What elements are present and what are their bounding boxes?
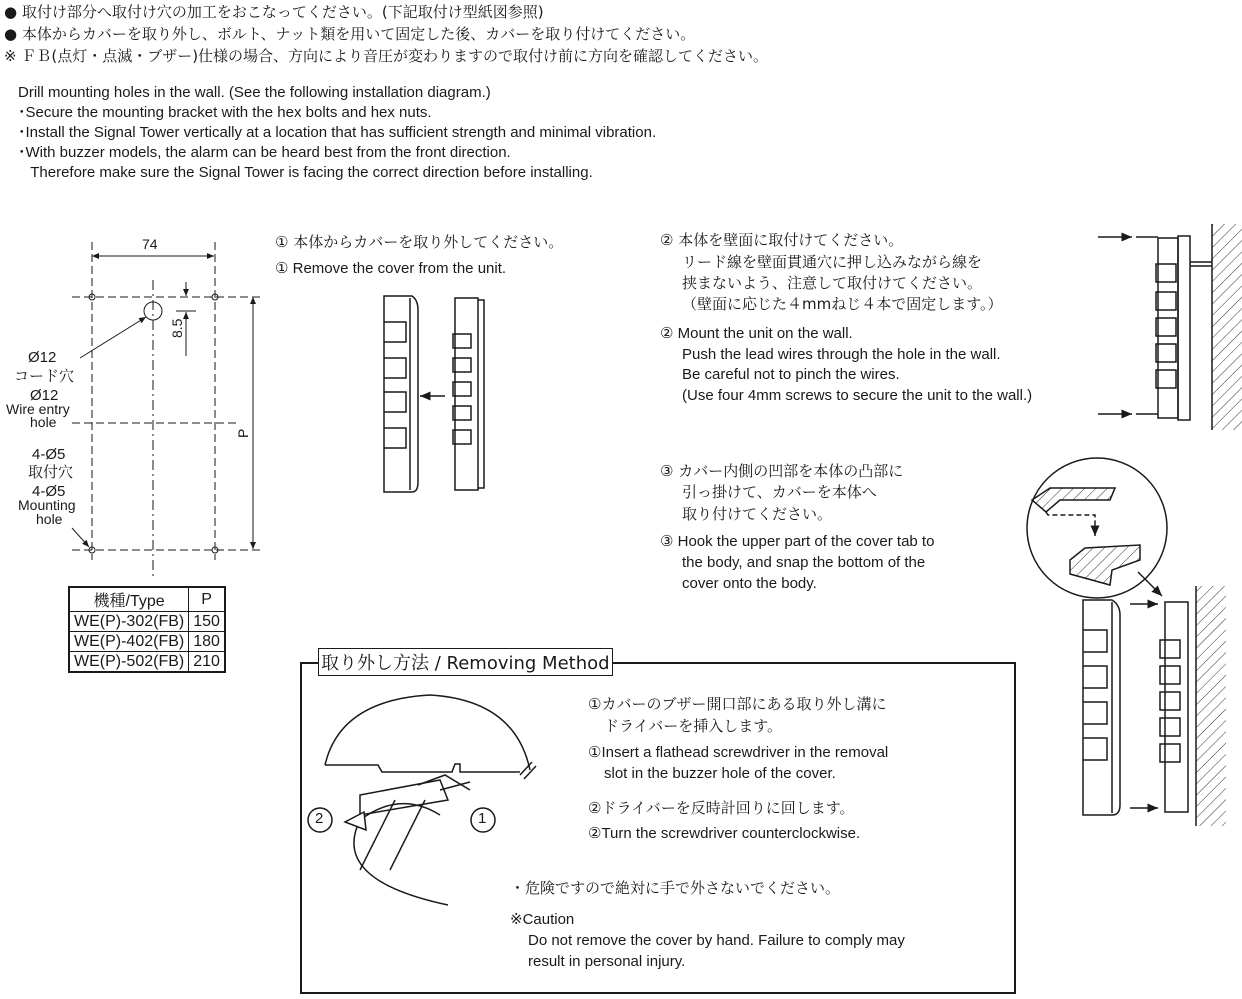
model-spec-table — [68, 586, 226, 673]
height-label: P — [235, 428, 251, 438]
caution-title: ※Caution — [510, 911, 575, 928]
step2-jp-3: 挟まないよう、注意して取付けてください。 — [682, 274, 983, 292]
table-row — [69, 632, 225, 652]
table-cell-type: WE(P)-502(FB) — [69, 652, 189, 673]
header-en-line-5: Therefore make sure the Signal Tower is facing the correct direction before installing. — [18, 164, 593, 181]
wire-hole-en-label-2: hole — [30, 414, 57, 430]
table-row — [69, 652, 225, 673]
step1-en: ① Remove the cover from the unit. — [275, 260, 507, 277]
header-en-line-3: ･Install the Signal Tower vertically at a location that has sufficient strength and minimal vibration. — [18, 124, 657, 141]
table-header-p: P — [189, 587, 225, 612]
removing-step2-en: ②Turn the screwdriver counterclockwise. — [588, 825, 861, 842]
step3-jp-1: ③ カバー内側の凹部を本体の凸部に — [660, 462, 904, 480]
marker-1: 1 — [478, 810, 487, 827]
mount-hole-en-count: 4-Ø5 — [32, 483, 66, 500]
removing-step1-en-2: slot in the buzzer hole of the cover. — [604, 765, 836, 782]
step2-en-2: Push the lead wires through the hole in the wall. — [682, 346, 1001, 363]
mount-hole-en-label: Mounting — [18, 497, 76, 513]
wire-hole-en-label: Wire entry — [6, 401, 70, 417]
wire-hole-jp-dia: Ø12 — [28, 349, 57, 366]
step1-jp: ① 本体からカバーを取り外してください。 — [275, 233, 564, 251]
table-cell-type: WE(P)-402(FB) — [69, 632, 189, 652]
caution-line-1: Do not remove the cover by hand. Failure to comply may — [528, 932, 905, 949]
table-cell-p: 180 — [189, 632, 225, 652]
mounting-template — [72, 242, 262, 580]
removing-step1-en-1: ①Insert a flathead screwdriver in the removal — [588, 744, 889, 761]
header-en-line-2: ･Secure the mounting bracket with the hex bolts and hex nuts. — [18, 104, 432, 121]
table-cell-p: 150 — [189, 612, 225, 632]
removing-step1-jp-2: ドライバーを挿入します。 — [604, 717, 783, 735]
danger-jp: ・危険ですので絶対に手で外さないでください。 — [510, 879, 841, 897]
step2-en-3: Be careful not to pinch the wires. — [682, 366, 900, 383]
removing-method-title: 取り外し方法 / Removing Method — [318, 648, 613, 676]
header-en-line-4: ･With buzzer models, the alarm can be heard best from the front direction. — [18, 144, 511, 161]
offset-label: 8.5 — [169, 318, 185, 338]
mount-hole-jp-label: 取付穴 — [28, 463, 74, 481]
step3-en-1: ③ Hook the upper part of the cover tab to — [660, 533, 935, 550]
header-jp-line-3: ※ ＦＢ(点灯・点滅・ブザー)仕様の場合、方向により音圧が変わりますので取付け前に方向を確認してください。 — [4, 47, 769, 65]
wire-hole-en-dia: Ø12 — [30, 387, 59, 404]
step2-en-1: ② Mount the unit on the wall. — [660, 325, 853, 342]
caution-line-2: result in personal injury. — [528, 953, 686, 970]
step3-jp-3: 取り付けてください。 — [682, 505, 833, 523]
step2-jp-2: リード線を壁面貫通穴に押し込みながら線を — [682, 253, 983, 271]
step2-jp-4: （壁面に応じた４mmねじ４本で固定します。） — [682, 295, 1003, 313]
table-header-type: 機種/Type — [69, 587, 189, 612]
step2-jp-1: ② 本体を壁面に取付けてください。 — [660, 231, 904, 249]
step3-illustration — [1027, 458, 1226, 826]
marker-2: 2 — [315, 810, 324, 827]
mount-hole-jp-count: 4-Ø5 — [32, 446, 66, 463]
removing-step2-jp: ②ドライバーを反時計回りに回します。 — [588, 799, 855, 817]
step3-en-2: the body, and snap the bottom of the — [682, 554, 926, 571]
table-row — [69, 612, 225, 632]
width-label: 74 — [142, 236, 158, 252]
header-jp-line-1: ● 取付け部分へ取付け穴の加工をおこなってください。(下記取付け型紙図参照) — [4, 3, 544, 21]
header-en-line-1: Drill mounting holes in the wall. (See the following installation diagram.) — [18, 84, 491, 101]
step3-en-3: cover onto the body. — [682, 575, 817, 592]
step2-illustration — [1098, 224, 1242, 430]
header-jp-line-2: ● 本体からカバーを取り外し、ボルト、ナット類を用いて固定した後、カバーを取り付けてください。 — [4, 25, 696, 43]
removing-step1-jp-1: ①カバーのブザー開口部にある取り外し溝に — [588, 695, 887, 713]
table-header-row — [69, 587, 225, 612]
wire-hole-jp-label: コード穴 — [14, 367, 75, 385]
mount-hole-en-label-2: hole — [36, 511, 63, 527]
step1-illustration — [384, 296, 484, 492]
step3-jp-2: 引っ掛けて、カバーを本体へ — [682, 483, 877, 501]
table-cell-p: 210 — [189, 652, 225, 673]
table-cell-type: WE(P)-302(FB) — [69, 612, 189, 632]
step2-en-4: (Use four 4mm screws to secure the unit to the wall.) — [682, 387, 1033, 404]
